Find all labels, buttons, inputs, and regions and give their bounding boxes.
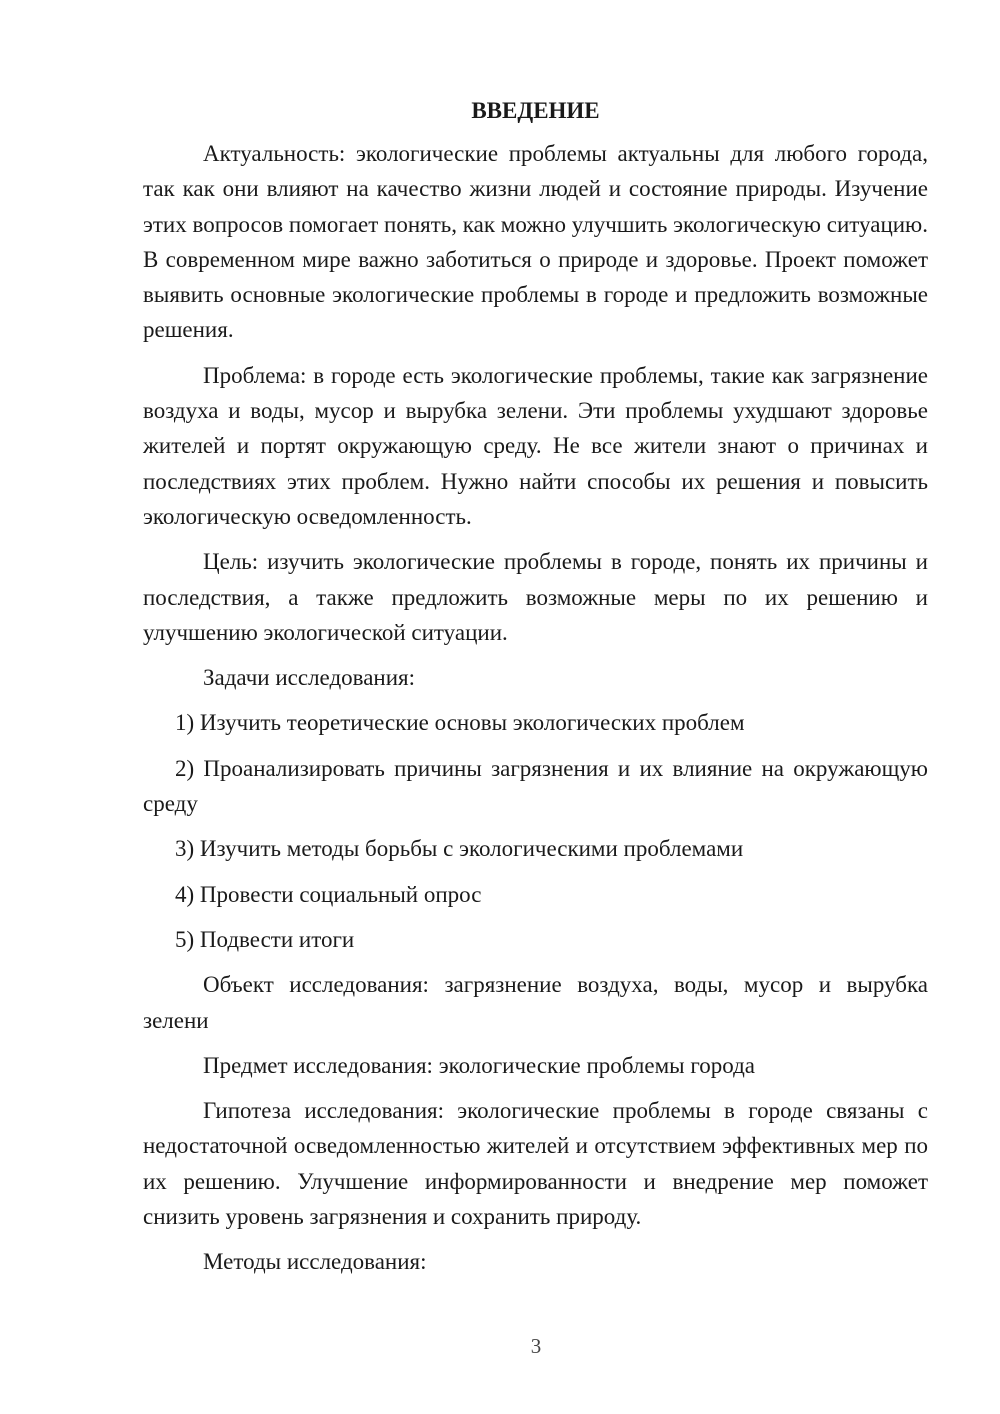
task-item-4: 4) Провести социальный опрос	[175, 881, 482, 907]
object-paragraph: Объект исследования: загрязнение воздуха, воды, мусор и вырубка зелени	[143, 972, 928, 1033]
task-item-3: 3) Изучить методы борьбы с экологическими проблемами	[175, 836, 744, 862]
page-number: 3	[530, 1334, 542, 1358]
task-item-1: 1) Изучить теоретические основы экологических проблем	[175, 710, 745, 736]
tasks-heading: Задачи исследования:	[203, 665, 416, 691]
relevance-paragraph: Актуальность: экологические проблемы актуальны для любого города, так как они влияют на качество жизни людей и состояние природы. Изучение этих вопросов помогает понять, как можно улучшить экологическую ситуацию. В современном мире важно заботиться о природе и здоровье. Проект поможет выявить основные экологические проблемы в городе и предложить возможные решения.	[143, 141, 928, 343]
goal-paragraph: Цель: изучить экологические проблемы в городе, понять их причины и последствия, а также предложить возможные меры по их решению и улучшению экологической ситуации.	[143, 549, 928, 645]
task-item-2: 2) Проанализировать причины загрязнения и их влияние на окружающую среду	[143, 755, 928, 817]
hypothesis-paragraph: Гипотеза исследования: экологические проблемы в городе связаны с недостаточной осведомленностью жителей и отсутствием эффективных мер по их решению. Улучшение информированности и внедрение мер поможет снизить уровень загрязнения и сохранить природу.	[143, 1098, 928, 1230]
problem-paragraph: Проблема: в городе есть экологические проблемы, такие как загрязнение воздуха и воды, мусор и вырубка зелени. Эти проблемы ухудшают здоровье жителей и портят окружающую среду. Не все жители знают о причинах и последствиях этих проблем. Нужно найти способы их решения и повысить экологическую осведомленность.	[143, 362, 928, 529]
methods-heading: Методы исследования:	[203, 1249, 427, 1275]
subject-paragraph: Предмет исследования: экологические проблемы города	[203, 1052, 755, 1078]
task-item-5: 5) Подвести итоги	[175, 926, 355, 952]
page-title: ВВЕДЕНИЕ	[471, 98, 600, 123]
page-content	[143, 96, 928, 1290]
